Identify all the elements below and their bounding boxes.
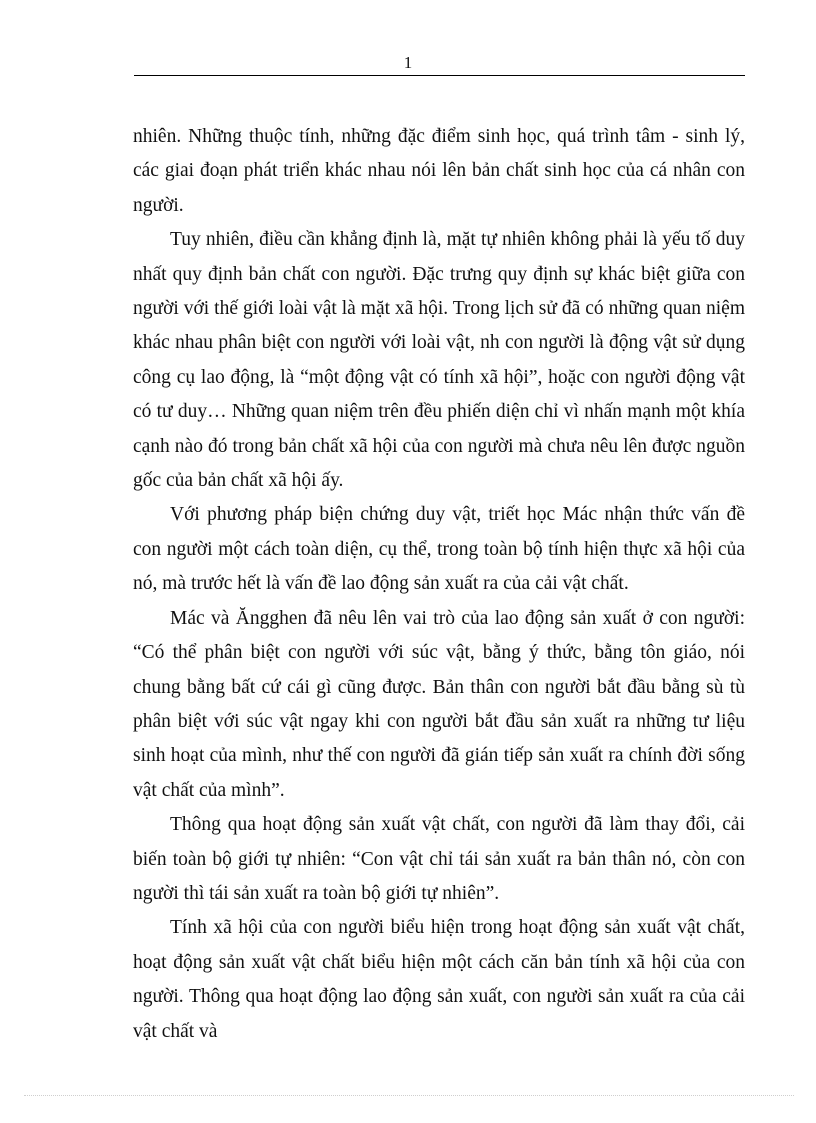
page-bottom-border [24, 1095, 794, 1096]
paragraph-4: Mác và Ăngghen đã nêu lên vai trò của lao động sản xuất ở con người: “Có thể phân biệt con người với súc vật, bằng ý thức, bằng tôn giáo, nói chung bằng bất cứ cái gì cũng được. Bản thân con người bắt đầu bằng sù tù phân biệt với súc vật ngay khi con người bắt đầu sản xuất ra những tư liệu sinh hoạt của mình, như thế con người đã gián tiếp sản xuất ra chính đời sống vật chất của mình”. [133, 607, 745, 801]
document-body [133, 120, 745, 1049]
header-rule [134, 75, 745, 76]
paragraph-5: Thông qua hoạt động sản xuất vật chất, con người đã làm thay đổi, cải biến toàn bộ giới tự nhiên: “Con vật chỉ tái sản xuất ra bản thân nó, còn con người thì tái sản xuất ra toàn bộ giới tự nhiên”. [133, 814, 745, 904]
paragraph-3: Với phương pháp biện chứng duy vật, triết học Mác nhận thức vấn đề con người một cách toàn diện, cụ thể, trong toàn bộ tính hiện thực xã hội của nó, mà trước hết là vấn đề lao động sản xuất ra của cải vật chất. [133, 504, 745, 595]
page-number: 1 [403, 53, 413, 72]
paragraph-1: nhiên. Những thuộc tính, những đặc điểm sinh học, quá trình tâm - sinh lý, các giai đoạn phát triển khác nhau nói lên bản chất sinh học của cá nhân con người. [133, 126, 745, 216]
paragraph-2: Tuy nhiên, điều cần khẳng định là, mặt tự nhiên không phải là yếu tố duy nhất quy định bản chất con người. Đặc trưng quy định sự khác biệt giữa con người với thế giới loài vật là mặt xã hội. Trong lịch sử đã có những quan niệm khác nhau phân biệt con người với loài vật, nh con người là động vật sử dụng công cụ lao động, là “một động vật có tính xã hội”, hoặc con người động vật có tư duy… Những quan niệm trên đều phiến diện chỉ vì nhấn mạnh một khía cạnh nào đó trong bản chất xã hội của con người mà chưa nêu lên được nguồn gốc của bản chất xã hội ấy. [133, 229, 745, 492]
paragraph-6: Tính xã hội của con người biểu hiện trong hoạt động sản xuất vật chất, hoạt động sản xuất vật chất biểu hiện một cách căn bản tính xã hội của con người. Thông qua hoạt động lao động sản xuất, con người sản xuất ra của cải vật chất và [133, 917, 745, 1042]
